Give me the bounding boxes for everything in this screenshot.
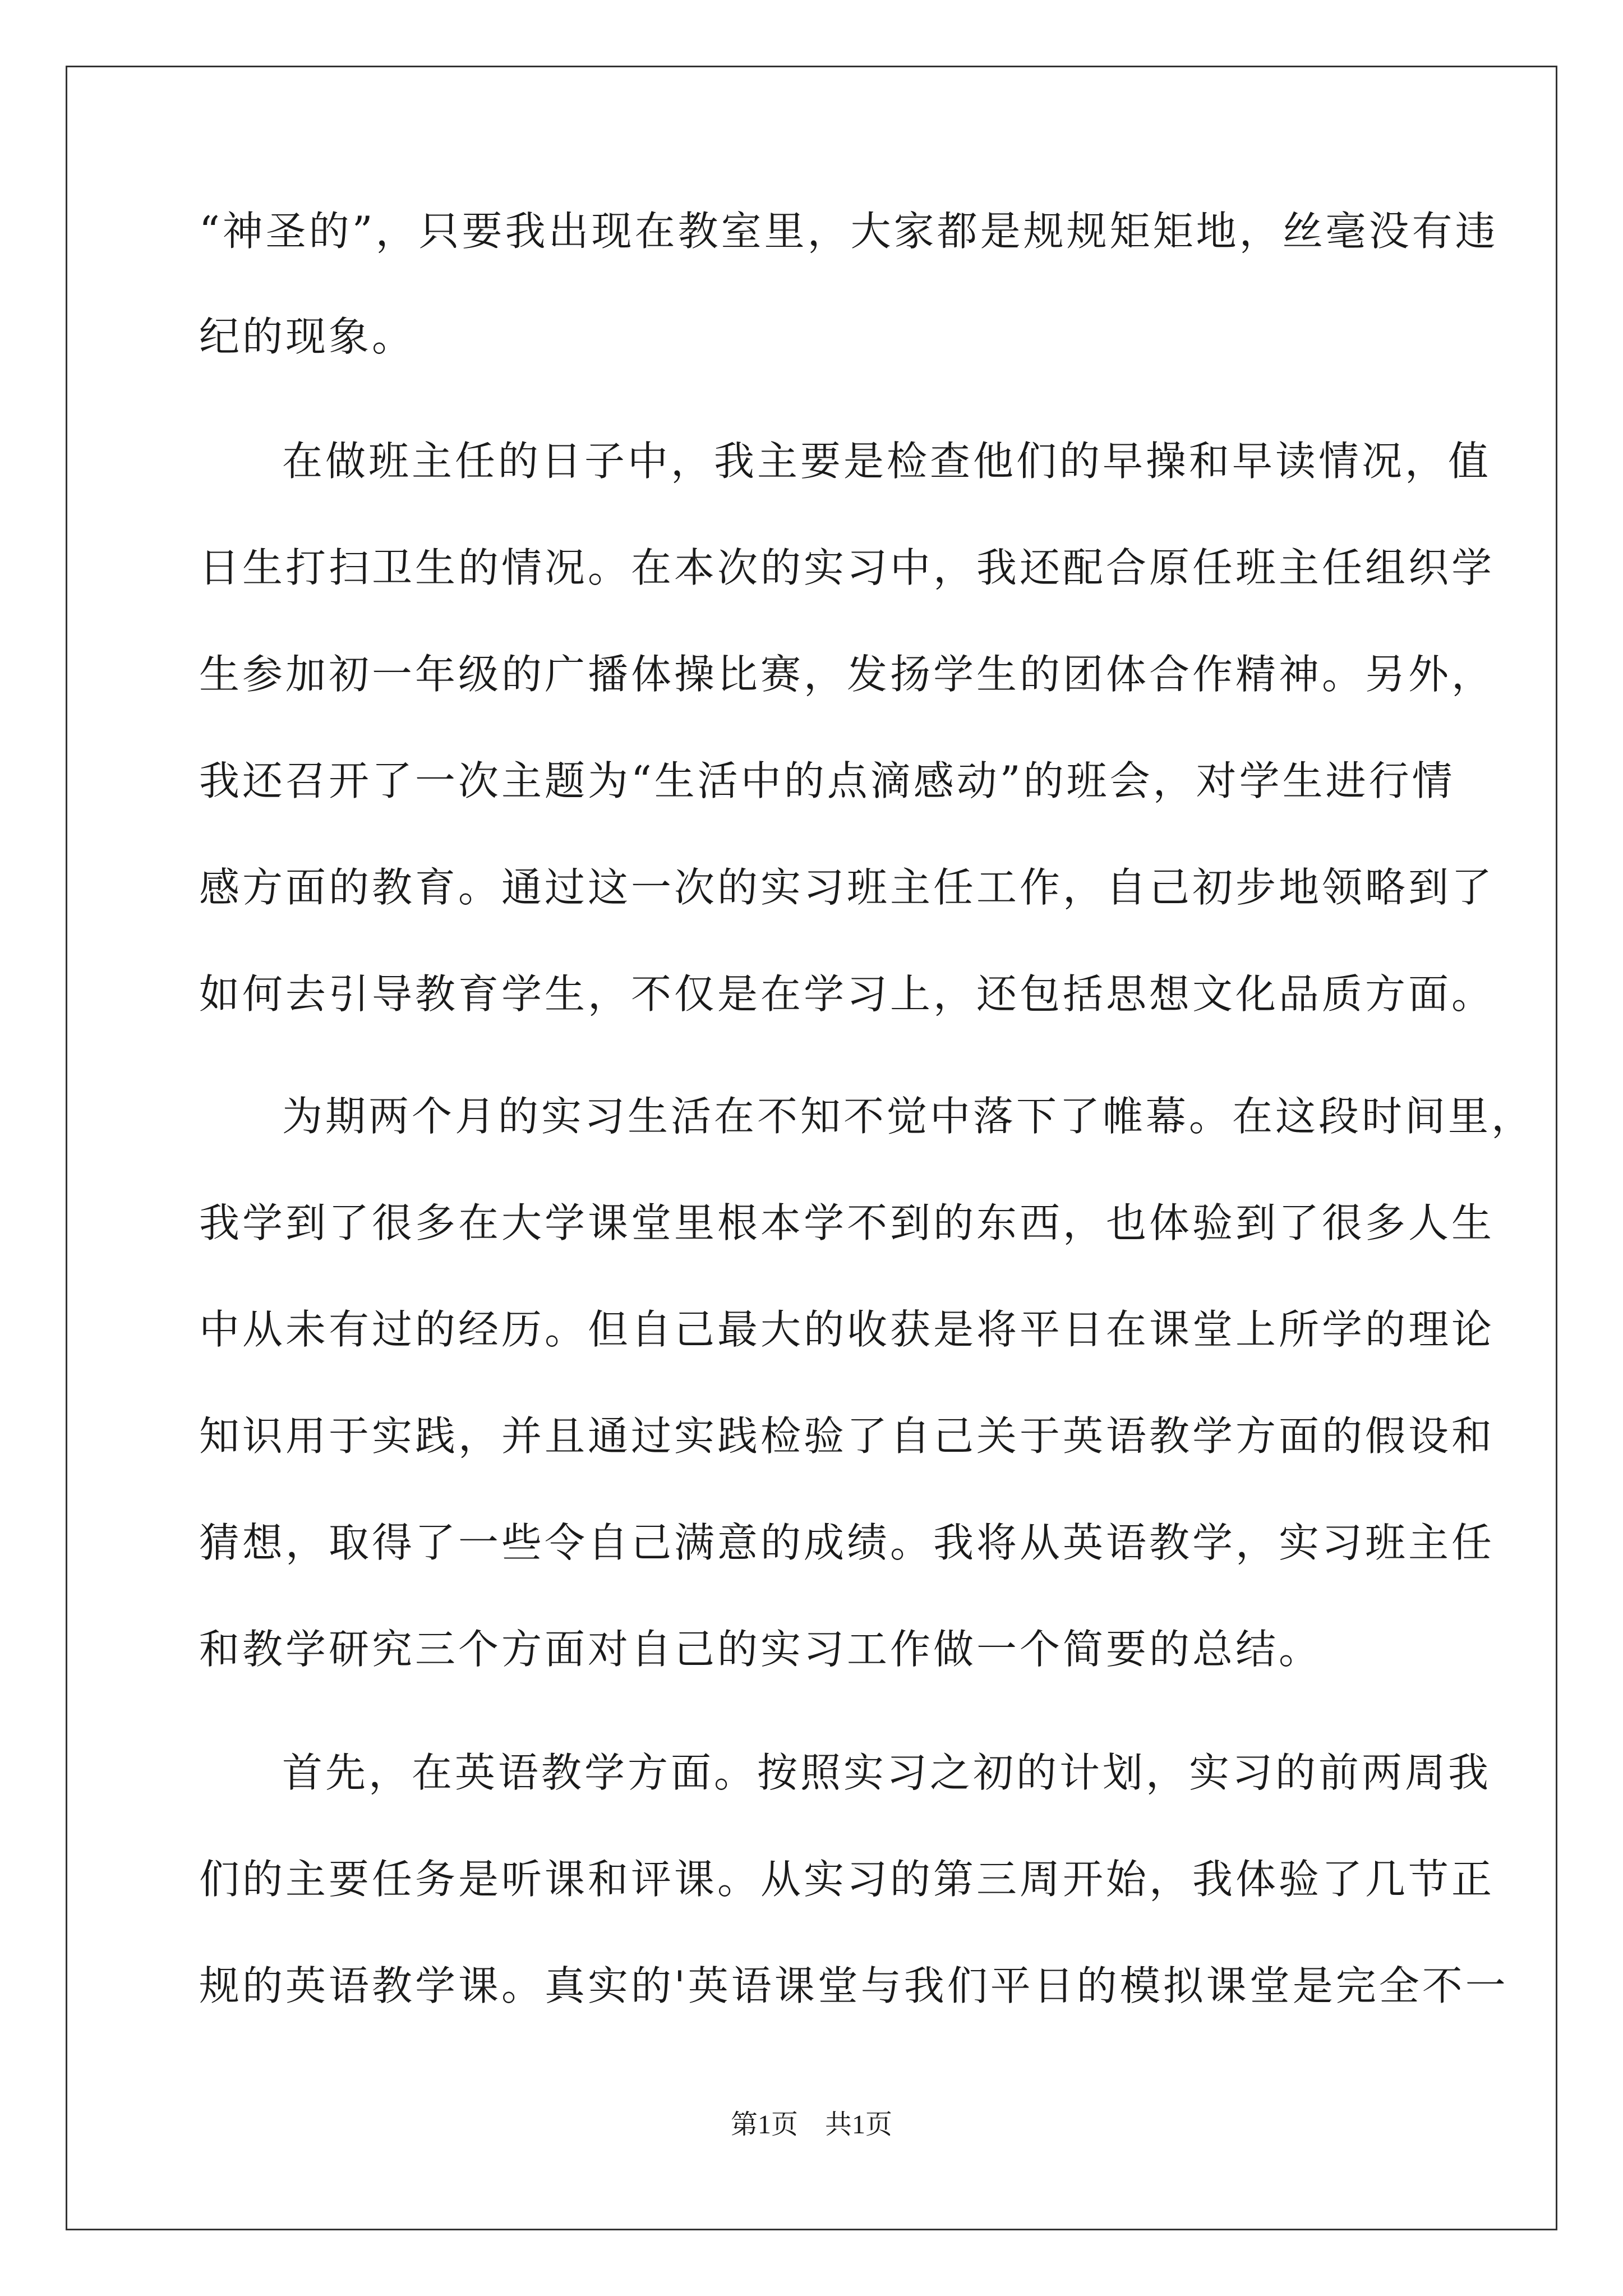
paragraph-first-line: 首先，在英语教学方面。按照实习之初的计划，实习的前两周我 — [282, 1749, 1492, 1796]
paragraph-first-line: 在做班主任的日子中，我主要是检查他们的早操和早读情况，值 — [282, 438, 1492, 485]
text-line: 规的英语教学课。真实的'英语课堂与我们平日的模拟课堂是完全不一 — [199, 1962, 1509, 2009]
page-number: 第1页 共1页 — [730, 2110, 892, 2139]
text-line: 生参加初一年级的广播体操比赛，发扬学生的团体合作精神。另外， — [199, 651, 1495, 698]
text-line: 感方面的教育。通过这一次的实习班主任工作，自己初步地领略到了 — [199, 864, 1495, 911]
text-line: 们的主要任务是听课和评课。从实习的第三周开始，我体验了几节正 — [199, 1856, 1495, 1903]
text-line: “神圣的”，只要我出现在教室里，大家都是规规矩矩地，丝毫没有违 — [199, 208, 1498, 255]
text-line: 猜想，取得了一些令自己满意的成绩。我将从英语教学，实习班主任 — [199, 1519, 1495, 1566]
text-line: 纪的现象。 — [199, 313, 416, 360]
page-border — [66, 66, 1557, 2230]
text-line: 中从未有过的经历。但自己最大的收获是将平日在课堂上所学的理论 — [199, 1306, 1495, 1353]
text-line: 我还召开了一次主题为“生活中的点滴感动”的班会，对学生进行情 — [199, 757, 1455, 804]
text-line: 我学到了很多在大学课堂里根本学不到的东西，也体验到了很多人生 — [199, 1199, 1495, 1246]
text-line: 如何去引导教育学生，不仅是在学习上，还包括思想文化品质方面。 — [199, 970, 1495, 1018]
paragraph-first-line: 为期两个月的实习生活在不知不觉中落下了帷幕。在这段时间里， — [282, 1093, 1535, 1140]
text-line: 知识用于实践，并且通过实践检验了自己关于英语教学方面的假设和 — [199, 1412, 1495, 1460]
text-line: 和教学研究三个方面对自己的实习工作做一个简要的总结。 — [199, 1626, 1322, 1673]
text-line: 日生打扫卫生的情况。在本次的实习中，我还配合原任班主任组织学 — [199, 544, 1495, 591]
